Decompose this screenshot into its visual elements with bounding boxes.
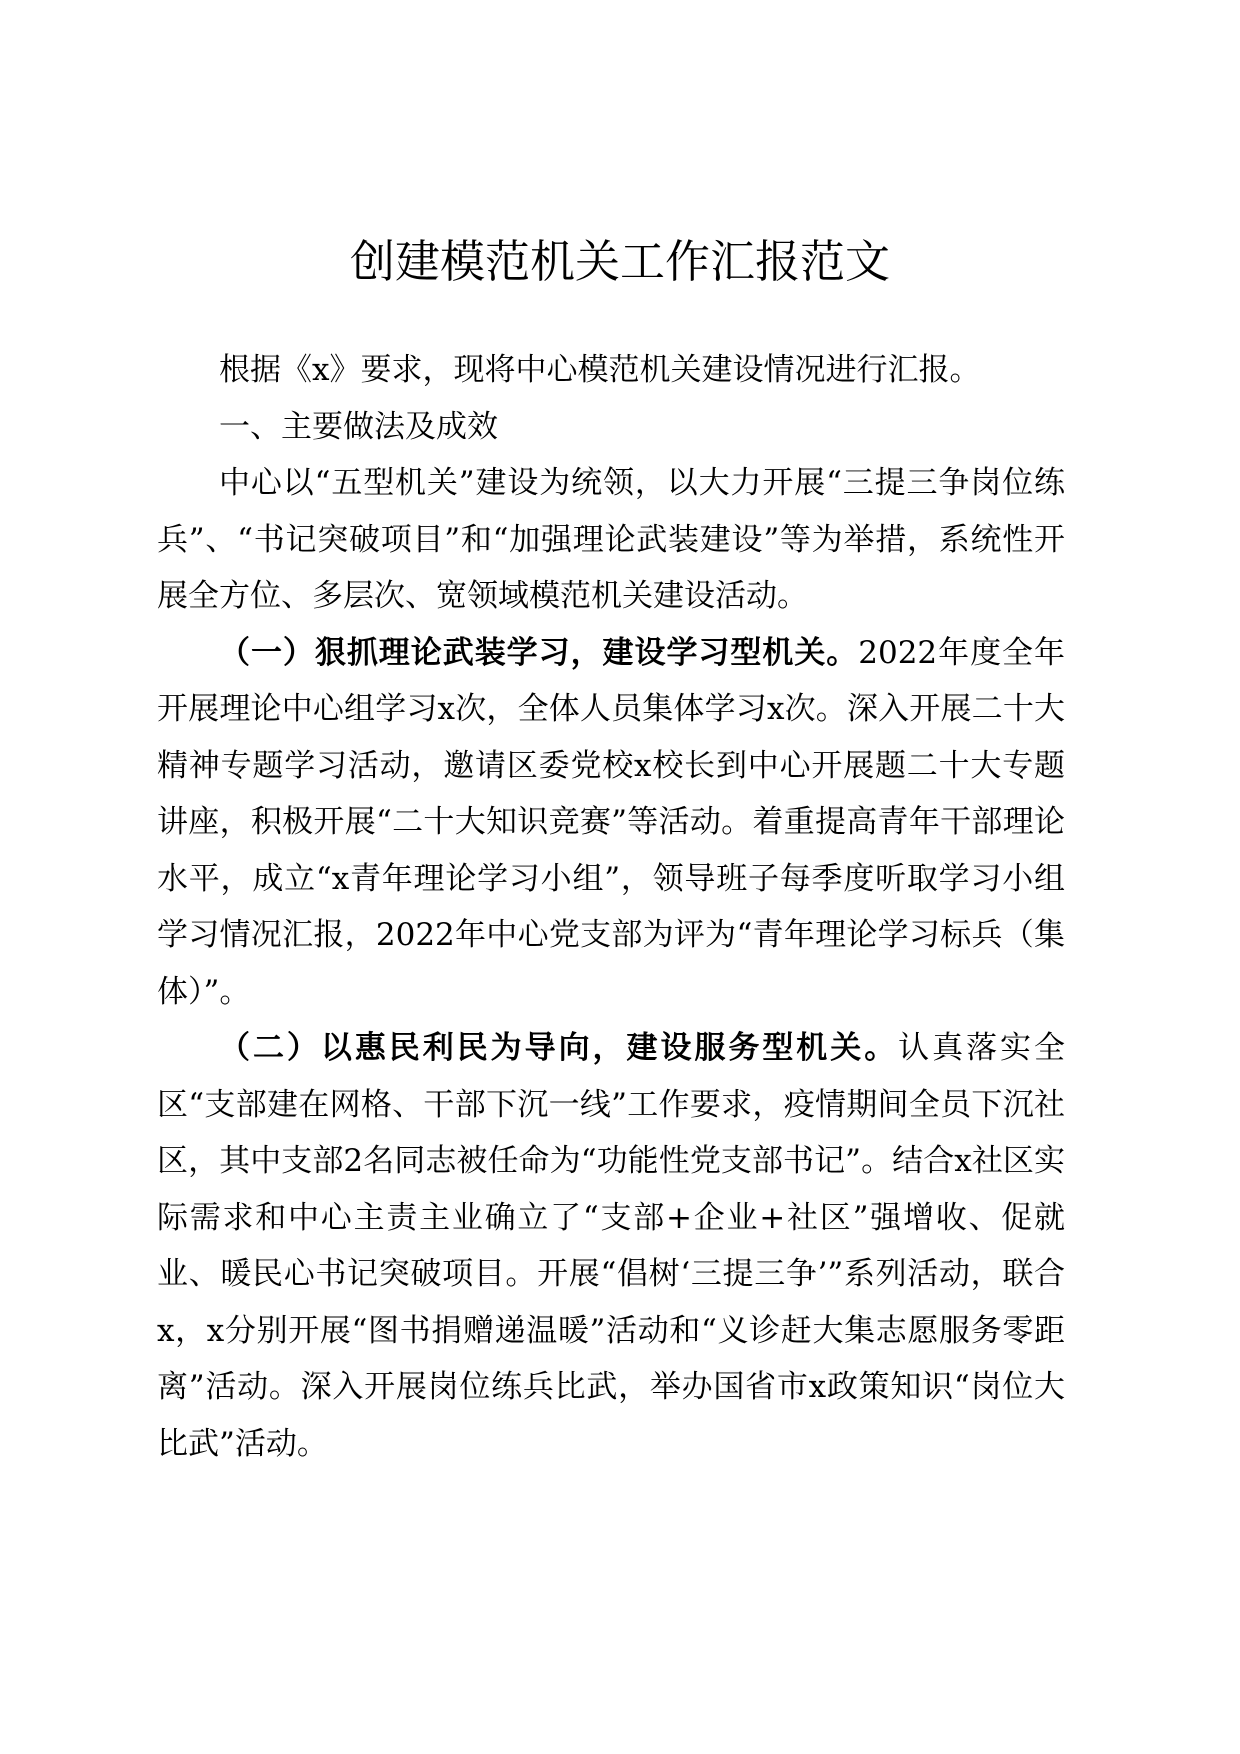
item-paragraph-1 bbox=[157, 625, 1065, 1021]
overview-paragraph: 中心以“五型机关”建设为统领，以大力开展“三提三争岗位练兵”、“书记突破项目”和“加强理论武装建设”等为举措，系统性开展全方位、多层次、宽领域模范机关建设活动。 bbox=[157, 465, 1065, 614]
item-lead-2: （二）以惠民利民为导向，建设服务型机关。 bbox=[219, 1030, 899, 1066]
item-lead-1: （一）狠抓理论武装学习，建设学习型机关。 bbox=[219, 634, 859, 671]
intro-paragraph: 根据《x》要求，现将中心模范机关建设情况进行汇报。 bbox=[219, 352, 981, 388]
item-text-1: 2022年度全年开展理论中心组学习x次，全体人员集体学习x次。深入开展二十大精神专题学习活动，邀请区委党校x校长到中心开展题二十大专题讲座，积极开展“二十大知识竞赛”等活动。着重提高青年干部理论水平，成立“x青年理论学习小组”，领导班子每季度听取学习小组学习情况汇报，2022年中心党支部为评为“青年理论学习标兵（集体）”。 bbox=[157, 634, 1065, 1010]
item-text-2: 认真落实全区“支部建在网格、干部下沉一线”工作要求，疫情期间全员下沉社区，其中支部2名同志被任命为“功能性党支部书记”。结合x社区实际需求和中心主责主业确立了“支部+企业+社区”强增收、促就业、暖民心书记突破项目。开展“倡树‘三提三争’”系列活动，联合x，x分别开展“图书捐赠递温暖”活动和“义诊赶大集志愿服务零距离”活动。深入开展岗位练兵比武，举办国省市x政策知识“岗位大比武”活动。 bbox=[157, 1030, 1066, 1462]
section-heading: 一、主要做法及成效 bbox=[219, 408, 498, 445]
item-paragraph-2 bbox=[157, 1020, 1065, 1472]
document-body bbox=[157, 342, 1065, 1472]
document-title: 创建模范机关工作汇报范文 bbox=[349, 235, 890, 288]
